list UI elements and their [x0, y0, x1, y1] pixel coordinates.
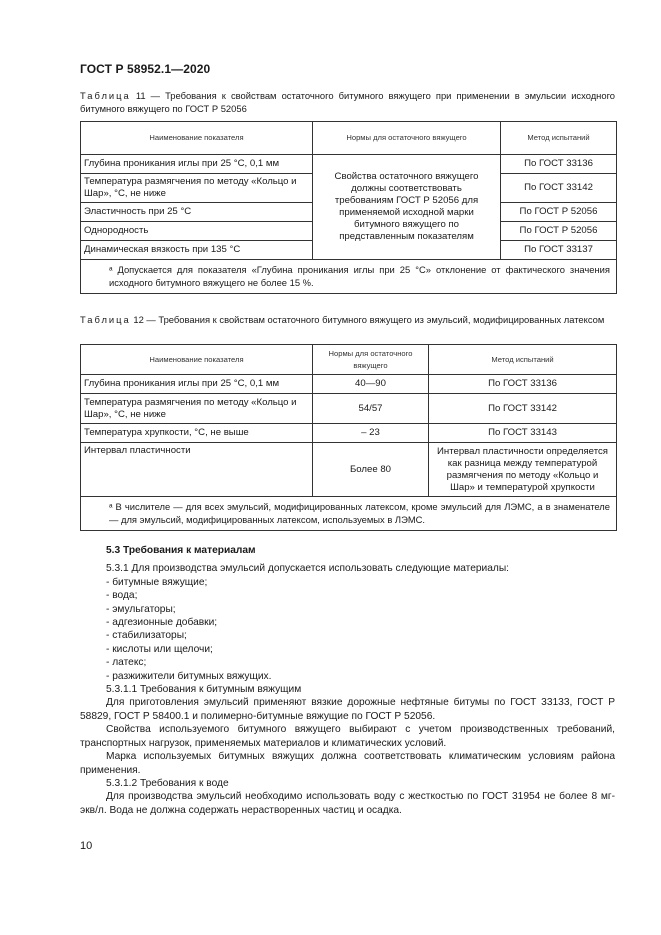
list-item: - латекс;	[106, 657, 147, 669]
section-intro: 5.3.1 Для производства эмульсий допускается использовать следующие материалы:	[106, 563, 510, 575]
section-title: 5.3 Требования к материалам	[106, 545, 256, 556]
table-11-cell-method: По ГОСТ 33137	[501, 241, 617, 260]
list-item: - вода;	[106, 590, 138, 602]
table-row	[81, 443, 617, 497]
table-12-cell-norm: 40—90	[313, 375, 429, 394]
table-12-header-method: Метод испытаний	[429, 345, 617, 375]
table-12-cell-name: Интервал пластичности	[81, 443, 313, 497]
table-11-cell-method: По ГОСТ 33136	[501, 155, 617, 174]
table-11-footnote: ᵃ Допускается для показателя «Глубина проникания иглы при 25 °С» отклонение от фактического значения исходного битумного вяжущего не более 15 %.	[81, 260, 617, 294]
table-11-caption-prefix: Таблица	[80, 90, 131, 101]
table-12-header-norm: Нормы для остаточного вяжущего	[313, 345, 429, 375]
table-11-header-norm: Нормы для остаточного вяжущего	[313, 122, 501, 155]
list-item: - кислоты или щелочи;	[106, 643, 213, 655]
table-11-cell-name: Эластичность при 25 °С	[81, 203, 313, 222]
subsection-title: 5.3.1.2 Требования к воде	[106, 777, 229, 789]
list-item: - разжижители битумных вяжущих.	[106, 670, 272, 682]
table-row	[81, 375, 617, 394]
table-11-cell-name: Температура размягчения по методу «Кольцо и Шар», °С, не ниже	[81, 174, 313, 203]
table-12-caption-text: 12 — Требования к свойствам остаточного битумного вяжущего из эмульсий, модифицированных латексом	[130, 314, 605, 325]
table-12-cell-norm: – 23	[313, 424, 429, 443]
table-12-cell-norm: Более 80	[313, 443, 429, 497]
table-row	[81, 394, 617, 424]
list-item: - эмульгаторы;	[106, 603, 176, 615]
table-11-merged-norm: Свойства остаточного вяжущего должны соответствовать требованиям ГОСТ Р 52056 для применяемой исходной марки битумного вяжущего по представленным показателям	[313, 155, 501, 260]
list-item: - битумные вяжущие;	[106, 576, 208, 588]
table-12	[80, 344, 617, 531]
table-12-cell-method: Интервал пластичности определяется как разница между температурой размягчения по методу «Кольцо и Шар» и температурой хрупкости	[429, 443, 617, 497]
table-11-caption	[80, 90, 615, 115]
paragraph: Для производства эмульсий необходимо использовать воду с жесткостью по ГОСТ 31954 не более 8 мг-экв/л. Вода не должна содержать нерастворенных частиц и осадка.	[80, 791, 615, 816]
table-12-caption	[80, 314, 615, 327]
table-11-cell-method: По ГОСТ Р 52056	[501, 222, 617, 241]
table-11-cell-method: По ГОСТ 33142	[501, 174, 617, 203]
table-11-header-method: Метод испытаний	[501, 122, 617, 155]
section-5-3	[80, 544, 615, 817]
table-12-cell-name: Температура размягчения по методу «Кольцо и Шар», °С, не ниже	[81, 394, 313, 424]
paragraph: Для приготовления эмульсий применяют вязкие дорожные нефтяные битумы по ГОСТ 33133, ГОСТ Р 58829, ГОСТ Р 58400.1 и полимерно-битумные вяжущие по ГОСТ Р 52056.	[80, 697, 615, 722]
table-11-cell-name: Однородность	[81, 222, 313, 241]
table-12-cell-method: По ГОСТ 33142	[429, 394, 617, 424]
table-row	[81, 155, 617, 174]
paragraph: Марка используемых битумных вяжущих должна соответствовать климатическим условиям района применения.	[80, 751, 615, 776]
page-number: 10	[80, 840, 93, 852]
subsection-title: 5.3.1.1 Требования к битумным вяжущим	[106, 684, 302, 696]
table-12-cell-method: По ГОСТ 33136	[429, 375, 617, 394]
table-11-cell-name: Глубина проникания иглы при 25 °С, 0,1 мм	[81, 155, 313, 174]
table-11	[80, 121, 617, 294]
table-12-cell-method: По ГОСТ 33143	[429, 424, 617, 443]
table-12-caption-prefix: Таблица	[80, 314, 131, 325]
table-12-cell-name: Температура хрупкости, °С, не выше	[81, 424, 313, 443]
table-11-header-name: Наименование показателя	[81, 122, 313, 155]
table-11-cell-method: По ГОСТ Р 52056	[501, 203, 617, 222]
table-12-footnote: ᵃ В числителе — для всех эмульсий, модифицированных латексом, кроме эмульсий для ЛЭМС, а в знаменателе — для эмульсий, модифицированных латексом, используемых в ЛЭМС.	[81, 497, 617, 531]
list-item: - стабилизаторы;	[106, 630, 187, 642]
table-12-cell-norm: 54/57	[313, 394, 429, 424]
table-row	[81, 424, 617, 443]
paragraph: Свойства используемого битумного вяжущего выбирают с учетом производственных требований, транспортных нагрузок, применяемых материалов и климатических условий.	[80, 724, 615, 749]
table-12-cell-name: Глубина проникания иглы при 25 °С, 0,1 мм	[81, 375, 313, 394]
table-12-header-name: Наименование показателя	[81, 345, 313, 375]
document-header: ГОСТ Р 58952.1—2020	[80, 62, 211, 76]
table-11-caption-text: 11 — Требования к свойствам остаточного битумного вяжущего при применении в эмульсии исходного битумного вяжущего по ГОСТ Р 52056	[80, 90, 615, 114]
list-item: - адгезионные добавки;	[106, 617, 218, 629]
table-11-cell-name: Динамическая вязкость при 135 °С	[81, 241, 313, 260]
